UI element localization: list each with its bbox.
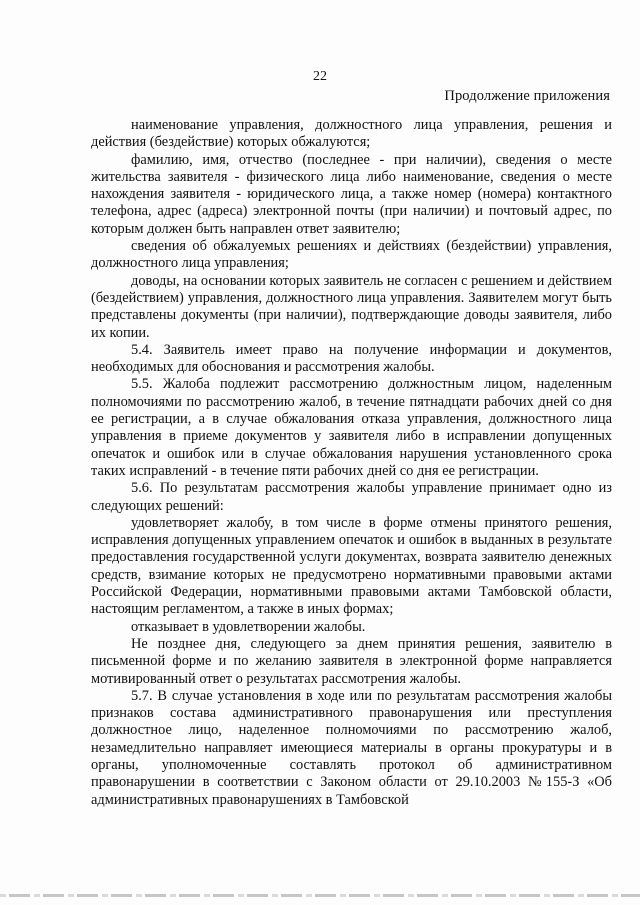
paragraph: сведения об обжалуемых решениях и действиях (бездействии) управления, должностного лица управления; [91,238,612,272]
paragraph: 5.6. По результатам рассмотрения жалобы управление принимает одно из следующих решений: [91,480,612,514]
paragraph: наименование управления, должностного лица управления, решения и действия (бездействие) которых обжалуются; [91,117,612,151]
page-number: 22 [313,69,327,84]
document-body [91,117,612,809]
paragraph: 5.4. Заявитель имеет право на получение информации и документов, необходимых для обоснования и рассмотрения жалобы. [91,341,612,376]
paragraph: 5.5. Жалоба подлежит рассмотрению должностным лицом, наделенным полномочиями по рассмотрению жалоб, в течение пятнадцати рабочих дней со дня ее регистрации, а в случае обжалования отказа управления, должностного лица управления в приеме документов у заявителя либо в исправлении допущенных опечаток и ошибок или в случае обжалования нарушения установленного срока таких исправлений - в течение пяти рабочих дней со дня ее регистрации. [91,376,612,479]
appendix-continuation-header: Продолжение приложения [444,88,610,104]
paragraph: фамилию, имя, отчество (последнее - при наличии), сведения о месте жительства заявителя - физического лица либо наименование, сведения о месте нахождения заявителя - юридического лица, а также номер (номера) контактного телефона, адрес (адреса) электронной почты (при наличии) и почтовый адрес, по которым должен быть направлен ответ заявителю; [91,151,612,237]
paragraph: доводы, на основании которых заявитель не согласен с решением и действием (бездействием) управления, должностного лица управления. Заявителем могут быть представлены документы (при наличии), подтверждающие доводы заявителя, либо их копии. [91,272,612,341]
scan-edge-artifact [0,894,640,897]
paragraph: 5.7. В случае установления в ходе или по результатам рассмотрения жалобы признаков состава административного правонарушения или преступления должностное лицо, наделенное полномочиями по рассмотрению жалоб, незамедлительно направляет имеющиеся материалы в органы прокуратуры и в органы, уполномоченные составлять протокол об административном правонарушении в соответствии с Законом области от 29.10.2003 №155-З «Об административных правонарушениях в Тамбовской [91,687,612,808]
paragraph: Не позднее дня, следующего за днем принятия решения, заявителю в письменной форме и по желанию заявителя в электронной форме направляется мотивированный ответ о результатах рассмотрения жалобы. [91,635,612,687]
paragraph: удовлетворяет жалобу, в том числе в форме отмены принятого решения, исправления допущенных управлением опечаток и ошибок в выданных в результате предоставления государственной услуги документах, возврата заявителю денежных средств, взимание которых не предусмотрено нормативными правовыми актами Российской Федерации, нормативными правовыми актами Тамбовской области, настоящим регламентом, а также в иных формах; [91,514,612,618]
paragraph: отказывает в удовлетворении жалобы. [131,618,366,635]
